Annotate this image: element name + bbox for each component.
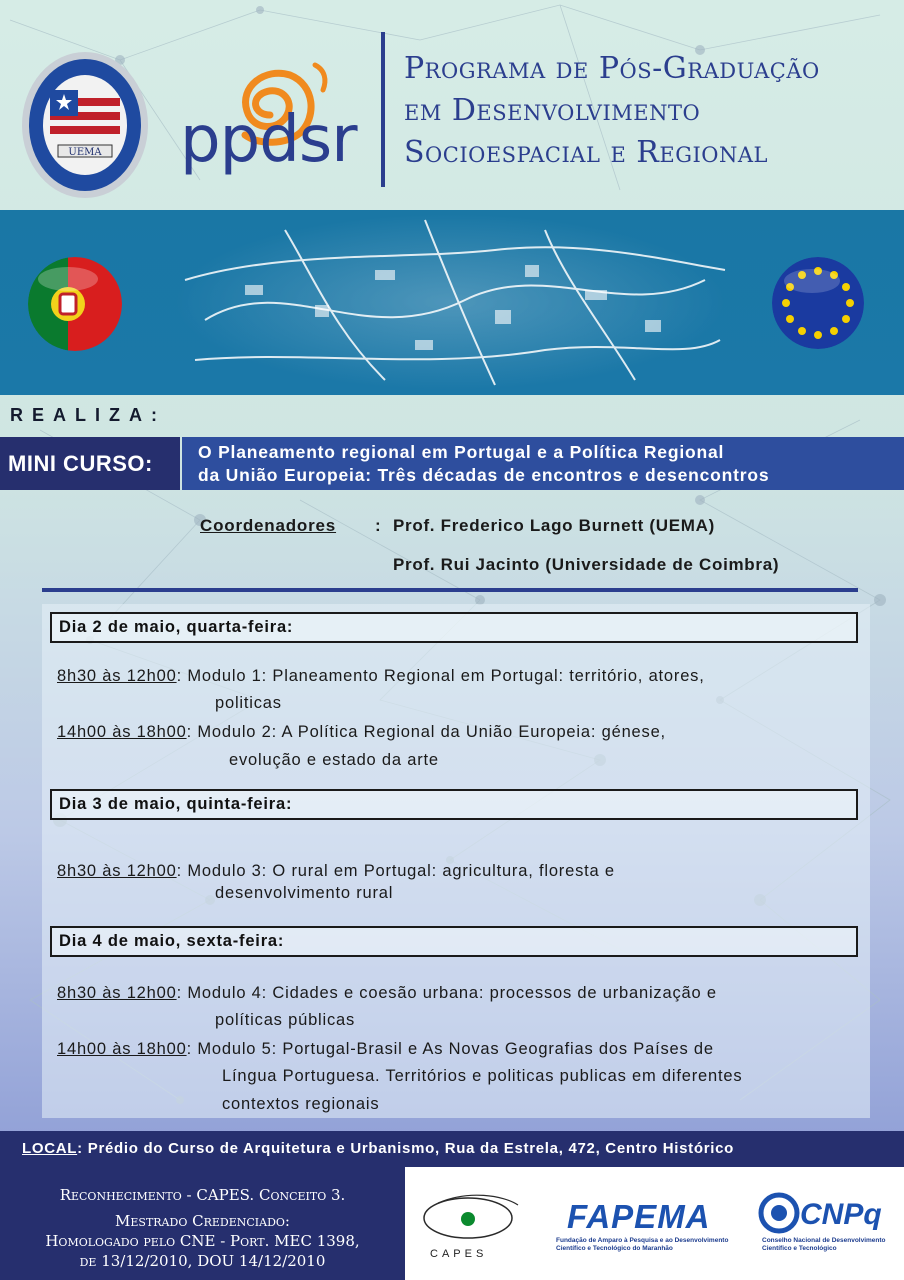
ppdsr-logo-text: ppdsr (180, 103, 357, 177)
realiza-label: REALIZA: (10, 405, 166, 425)
local-bar: LOCAL: Prédio do Curso de Arquitetura e Urbanismo, Rua da Estrela, 472, Centro Histórico (0, 1131, 904, 1167)
accreditation-line: Homologado pelo CNE - Port. MEC 1398, (45, 1232, 360, 1250)
program-title (404, 48, 899, 174)
capes-logo-text: CAPES (430, 1248, 488, 1260)
session-time: 8h30 às 12h00 (57, 862, 177, 880)
program-title-line: Socioespacial e Regional (404, 135, 768, 170)
session-title: Modulo 4: Cidades e coesão urbana: processos de urbanização e (187, 984, 717, 1002)
coordinator-name: Prof. Rui Jacinto (Universidade de Coimbra) (393, 555, 780, 574)
session-time: 8h30 às 12h00 (57, 984, 177, 1002)
cnpq-logo-text: CNPq (800, 1198, 882, 1231)
session-title: Modulo 5: Portugal-Brasil e As Novas Geografias dos Países de (197, 1040, 714, 1058)
session-title: Modulo 3: O rural em Portugal: agricultura, floresta e (187, 862, 615, 880)
session-time: 14h00 às 18h00 (57, 723, 187, 741)
schedule-item: 8h30 às 12h00: Modulo 1: Planeamento Regional em Portugal: território, atores, (57, 667, 705, 685)
city-map-icon (165, 210, 735, 395)
seal-abbr: UEMA (68, 147, 102, 158)
session-title-cont: contextos regionais (222, 1095, 380, 1113)
coordenadores-label: Coordenadores (200, 516, 337, 535)
day-header: Dia 2 de maio, quarta-feira: (50, 612, 858, 643)
session-title-cont: Língua Portuguesa. Territórios e politicas publicas em diferentes (222, 1067, 743, 1085)
section-rule (42, 588, 858, 592)
session-title: Modulo 2: A Política Regional da União Europeia: génese, (197, 723, 666, 741)
mini-curso-title (182, 437, 904, 490)
accreditation-line: de 13/12/2010, DOU 14/12/2010 (79, 1252, 326, 1270)
mini-curso-label: MINI CURSO: (0, 437, 180, 490)
uema-seal-icon (20, 50, 150, 200)
session-time: 14h00 às 18h00 (57, 1040, 187, 1058)
schedule-item: 14h00 às 18h00: Modulo 5: Portugal-Brasil e As Novas Geografias dos Países de (57, 1040, 714, 1058)
session-title-cont: políticas públicas (215, 1011, 356, 1029)
accreditation-info (0, 1167, 405, 1280)
fapema-subtitle: Fundação de Amparo à Pesquisa e ao Desenvolvimento Científico e Tecnológico do Maranhão (556, 1237, 729, 1252)
eu-flag-icon (772, 257, 864, 349)
mini-curso-title-line: da União Europeia: Três décadas de encontros e desencontros (198, 465, 770, 485)
session-title-cont: politicas (215, 694, 282, 712)
schedule-item: 8h30 às 12h00: Modulo 3: O rural em Portugal: agricultura, floresta e (57, 862, 615, 880)
schedule-item: 14h00 às 18h00: Modulo 2: A Política Regional da União Europeia: génese, (57, 723, 666, 741)
cnpq-mark-icon (758, 1192, 800, 1234)
local-address: Prédio do Curso de Arquitetura e Urbanismo, Rua da Estrela, 472, Centro Histórico (87, 1140, 735, 1157)
header-divider (381, 32, 385, 187)
fapema-logo-text: FAPEMA (567, 1198, 711, 1235)
coordenadores-colon: : (375, 516, 381, 535)
session-title-cont: evolução e estado da arte (229, 751, 439, 769)
capes-logo-icon (418, 1185, 528, 1245)
accreditation-line: Reconhecimento - CAPES. Conceito 3. (59, 1186, 346, 1204)
portugal-flag-icon (28, 257, 122, 351)
mini-curso-title-line: O Planeamento regional em Portugal e a Política Regional (198, 442, 725, 462)
session-title-cont: desenvolvimento rural (215, 884, 394, 902)
accreditation-line: Mestrado Credenciado: (115, 1212, 290, 1230)
schedule-item: 8h30 às 12h00: Modulo 4: Cidades e coesão urbana: processos de urbanização e (57, 984, 717, 1002)
session-time: 8h30 às 12h00 (57, 667, 177, 685)
cnpq-subtitle: Conselho Nacional de Desenvolvimento Científico e Tecnológico (762, 1237, 886, 1252)
coordinator-name: Prof. Frederico Lago Burnett (UEMA) (393, 516, 716, 535)
program-title-line: Programa de Pós-Graduação (404, 51, 820, 86)
local-label: LOCAL (22, 1140, 78, 1157)
program-title-line: em Desenvolvimento (404, 93, 701, 128)
day-header: Dia 3 de maio, quinta-feira: (50, 789, 858, 820)
day-header: Dia 4 de maio, sexta-feira: (50, 926, 858, 957)
session-title: Modulo 1: Planeamento Regional em Portugal: território, atores, (187, 667, 705, 685)
